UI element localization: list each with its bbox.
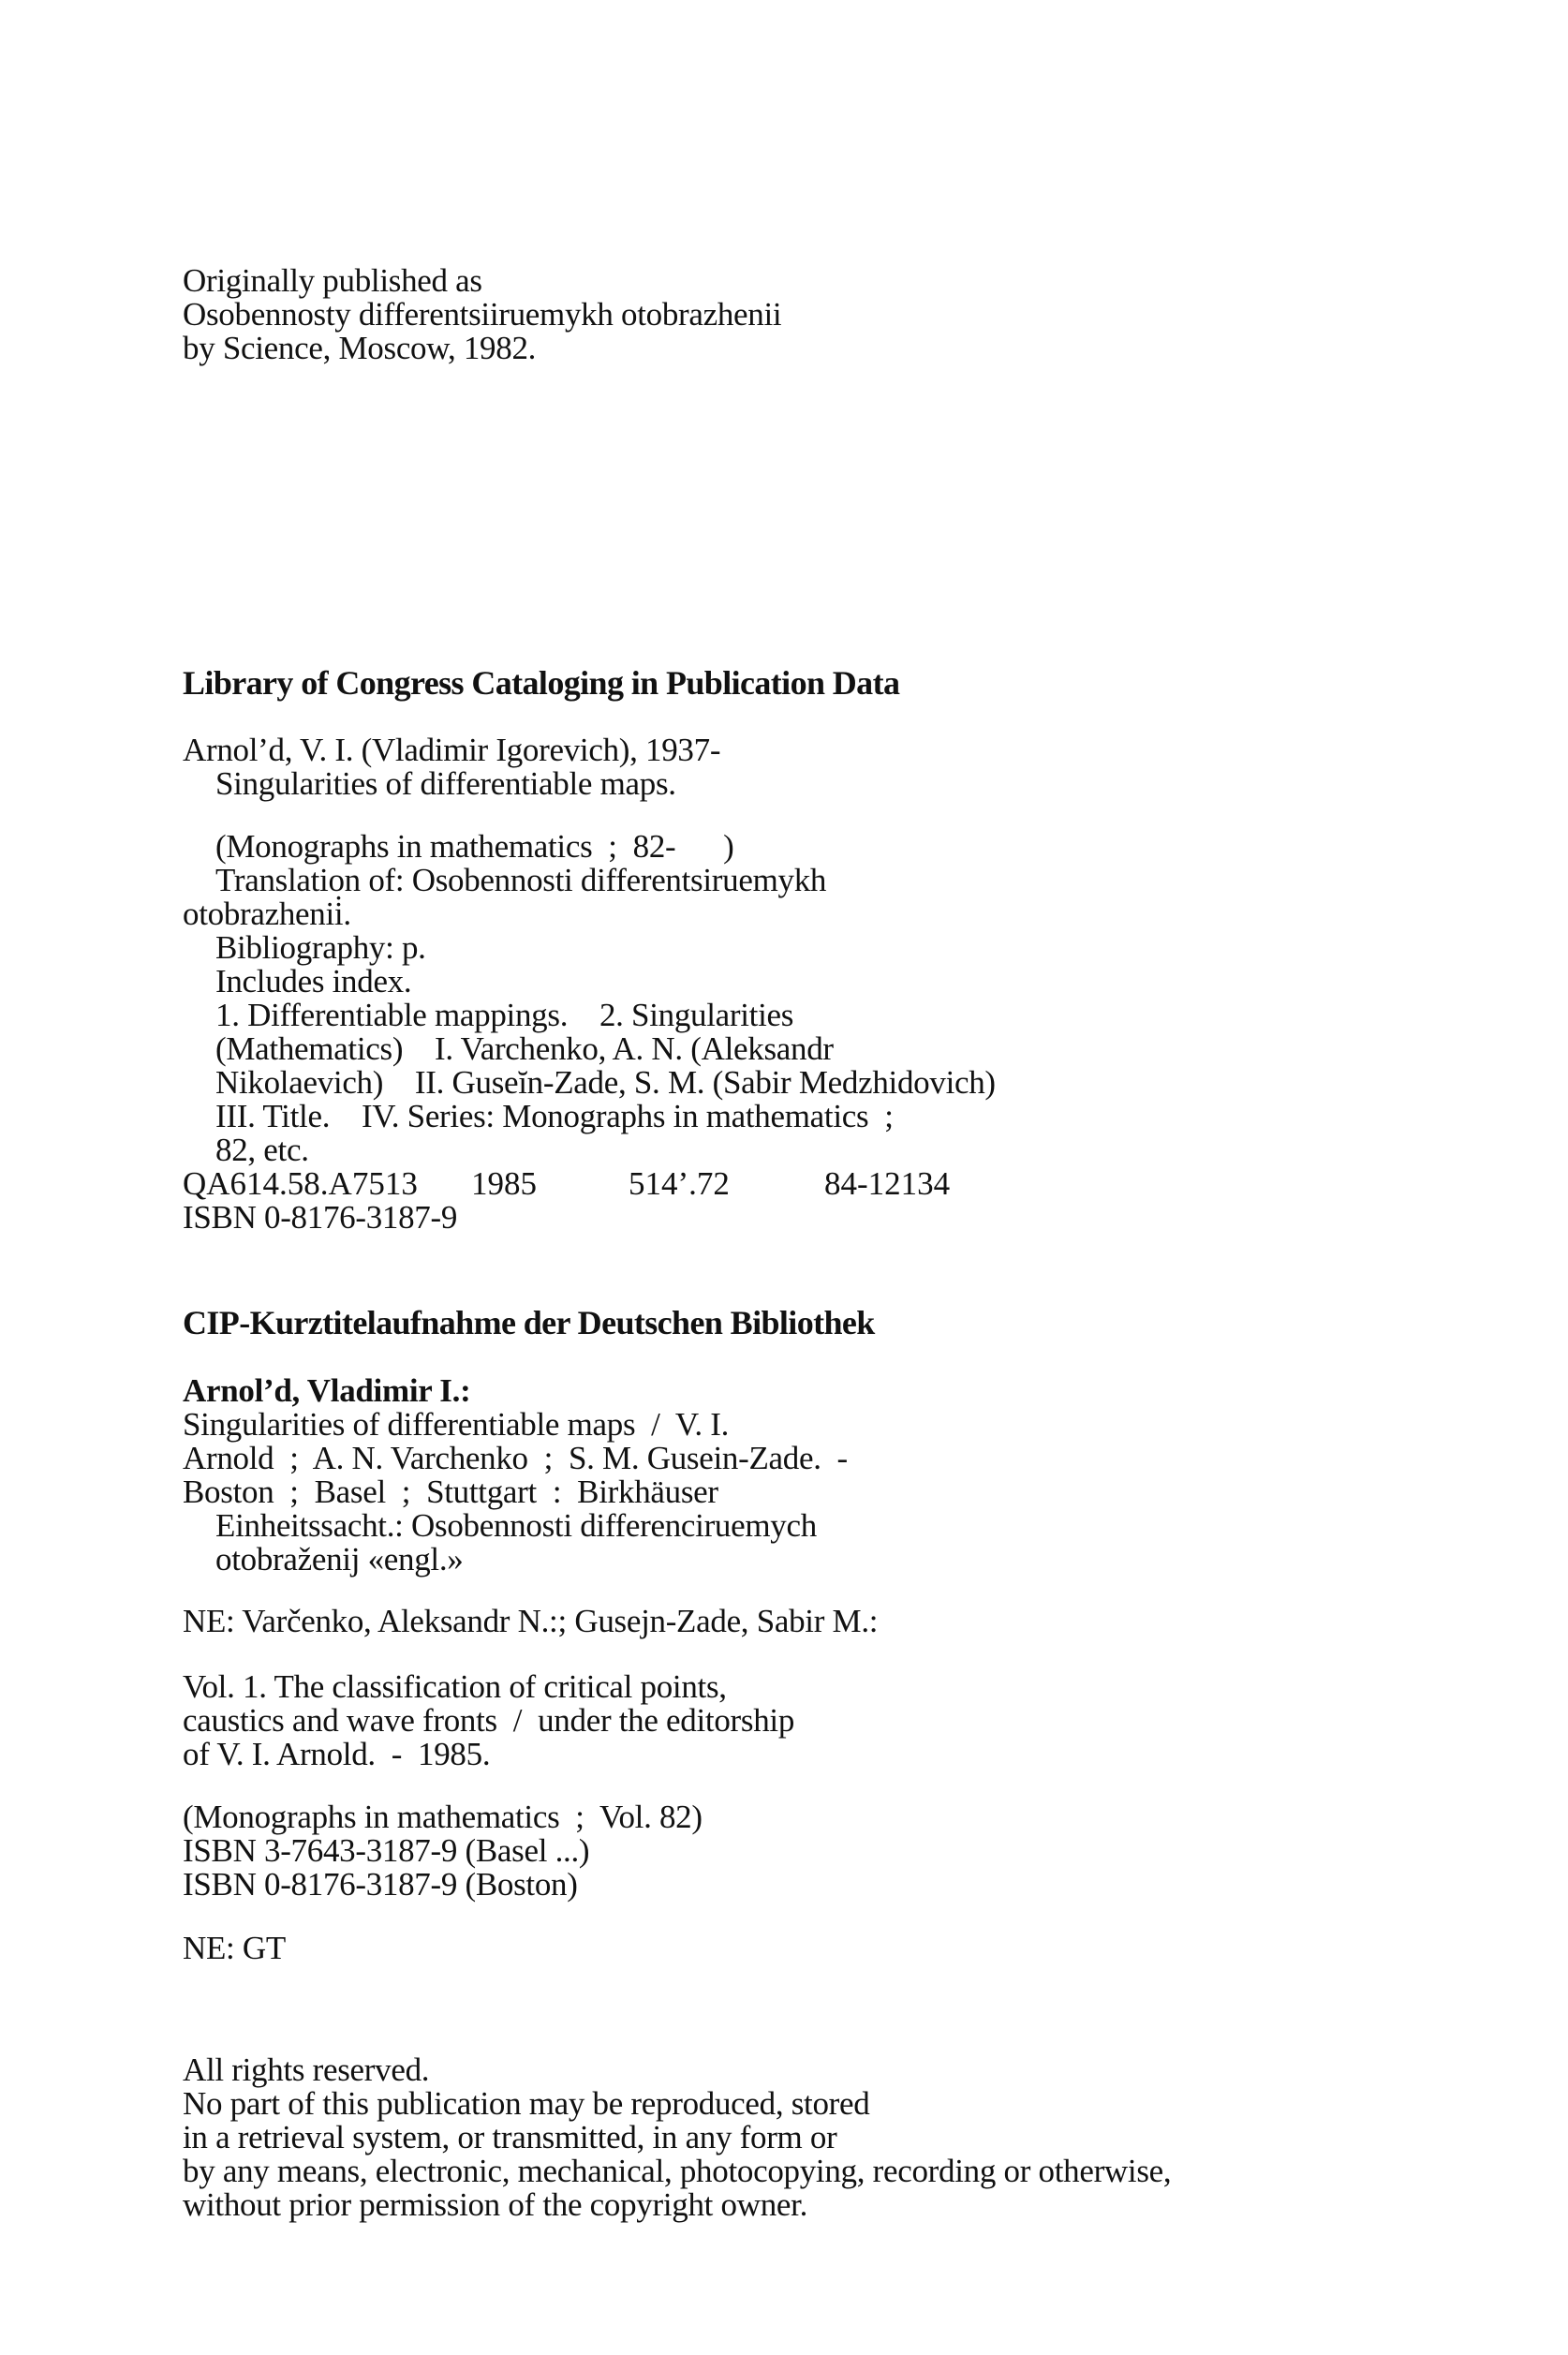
cip-isbn-line: ISBN 3-7643-3187-9 (Basel ...) <box>183 1832 590 1869</box>
loc-note-line: Bibliography: p. <box>215 929 426 966</box>
loc-note-line: (Monographs in mathematics ; 82- ) <box>215 828 734 865</box>
loc-note-line: III. Title. IV. Series: Monographs in mathematics ; <box>215 1098 894 1134</box>
loc-title-line: Singularities of differentiable maps. <box>215 765 676 802</box>
loc-year: 1985 <box>471 1165 537 1202</box>
original-line: Originally published as <box>183 262 482 299</box>
cip-ne-line: NE: GT <box>183 1930 286 1966</box>
rights-line: All rights reserved. <box>183 2051 430 2088</box>
loc-note-line: otobrazhenii̇. <box>183 896 351 932</box>
loc-note-line: (Mathematics) I. Varchenko, A. N. (Aleksandr <box>215 1030 834 1067</box>
cip-volume-line: of V. I. Arnold. - 1985. <box>183 1736 491 1772</box>
loc-note-line: Includes index. <box>215 963 412 1000</box>
loc-heading: Library of Congress Cataloging in Publication Data <box>183 664 900 702</box>
cip-volume-line: Vol. 1. The classification of critical points, <box>183 1668 727 1705</box>
rights-line: in a retrieval system, or transmitted, in any form or <box>183 2119 837 2155</box>
original-line: by Science, Moscow, 1982. <box>183 330 537 366</box>
cip-entry-line: Arnold ; A. N. Varchenko ; S. M. Gusein-Zade. - <box>183 1440 848 1476</box>
cip-ne-line: NE: Varčenko, Aleksandr N.:; Gusejn-Zade, Sabir M.: <box>183 1603 879 1639</box>
cip-author: Arnol’d, Vladimir I.: <box>183 1372 471 1409</box>
loc-isbn: ISBN 0-8176-3187-9 <box>183 1199 458 1236</box>
loc-author-line: Arnol’d, V. I. (Vladimir Igorevich), 1937- <box>183 732 721 768</box>
cip-heading: CIP-Kurztitelaufnahme der Deutschen Bibliothek <box>183 1304 875 1341</box>
cip-isbn-line: ISBN 0-8176-3187-9 (Boston) <box>183 1866 578 1903</box>
loc-note-line: 1. Differentiable mappings. 2. Singularities <box>215 997 794 1033</box>
rights-line: by any means, electronic, mechanical, photocopying, recording or otherwise, <box>183 2153 1172 2189</box>
cip-volume-line: caustics and wave fronts / under the editorship <box>183 1702 795 1739</box>
cip-entry-line: Einheitssacht.: Osobennosti differenciruemych <box>215 1507 817 1544</box>
rights-line: without prior permission of the copyright owner. <box>183 2186 808 2223</box>
loc-note-line: 82, etc. <box>215 1132 309 1168</box>
loc-dewey: 514’.72 <box>629 1165 730 1202</box>
loc-note-line: Nikolaevich) II. Guseĭn-Zade, S. M. (Sabir Medzhidovich) <box>215 1064 996 1101</box>
original-line: Osobennosty differentsiiruemykh otobrazhenii <box>183 296 782 333</box>
loc-call-number: QA614.58.A7513 <box>183 1165 418 1202</box>
cip-entry-line: Singularities of differentiable maps / V. I. <box>183 1406 730 1443</box>
cip-entry-line: Boston ; Basel ; Stuttgart : Birkhäuser <box>183 1474 718 1510</box>
loc-lccn: 84-12134 <box>824 1165 951 1202</box>
rights-line: No part of this publication may be reproduced, stored <box>183 2085 870 2122</box>
cip-entry-line: otobraženij «engl.» <box>215 1541 464 1577</box>
loc-note-line: Translation of: Osobennosti differentsiruemykh <box>215 862 827 898</box>
cip-series-line: (Monographs in mathematics ; Vol. 82) <box>183 1799 703 1835</box>
